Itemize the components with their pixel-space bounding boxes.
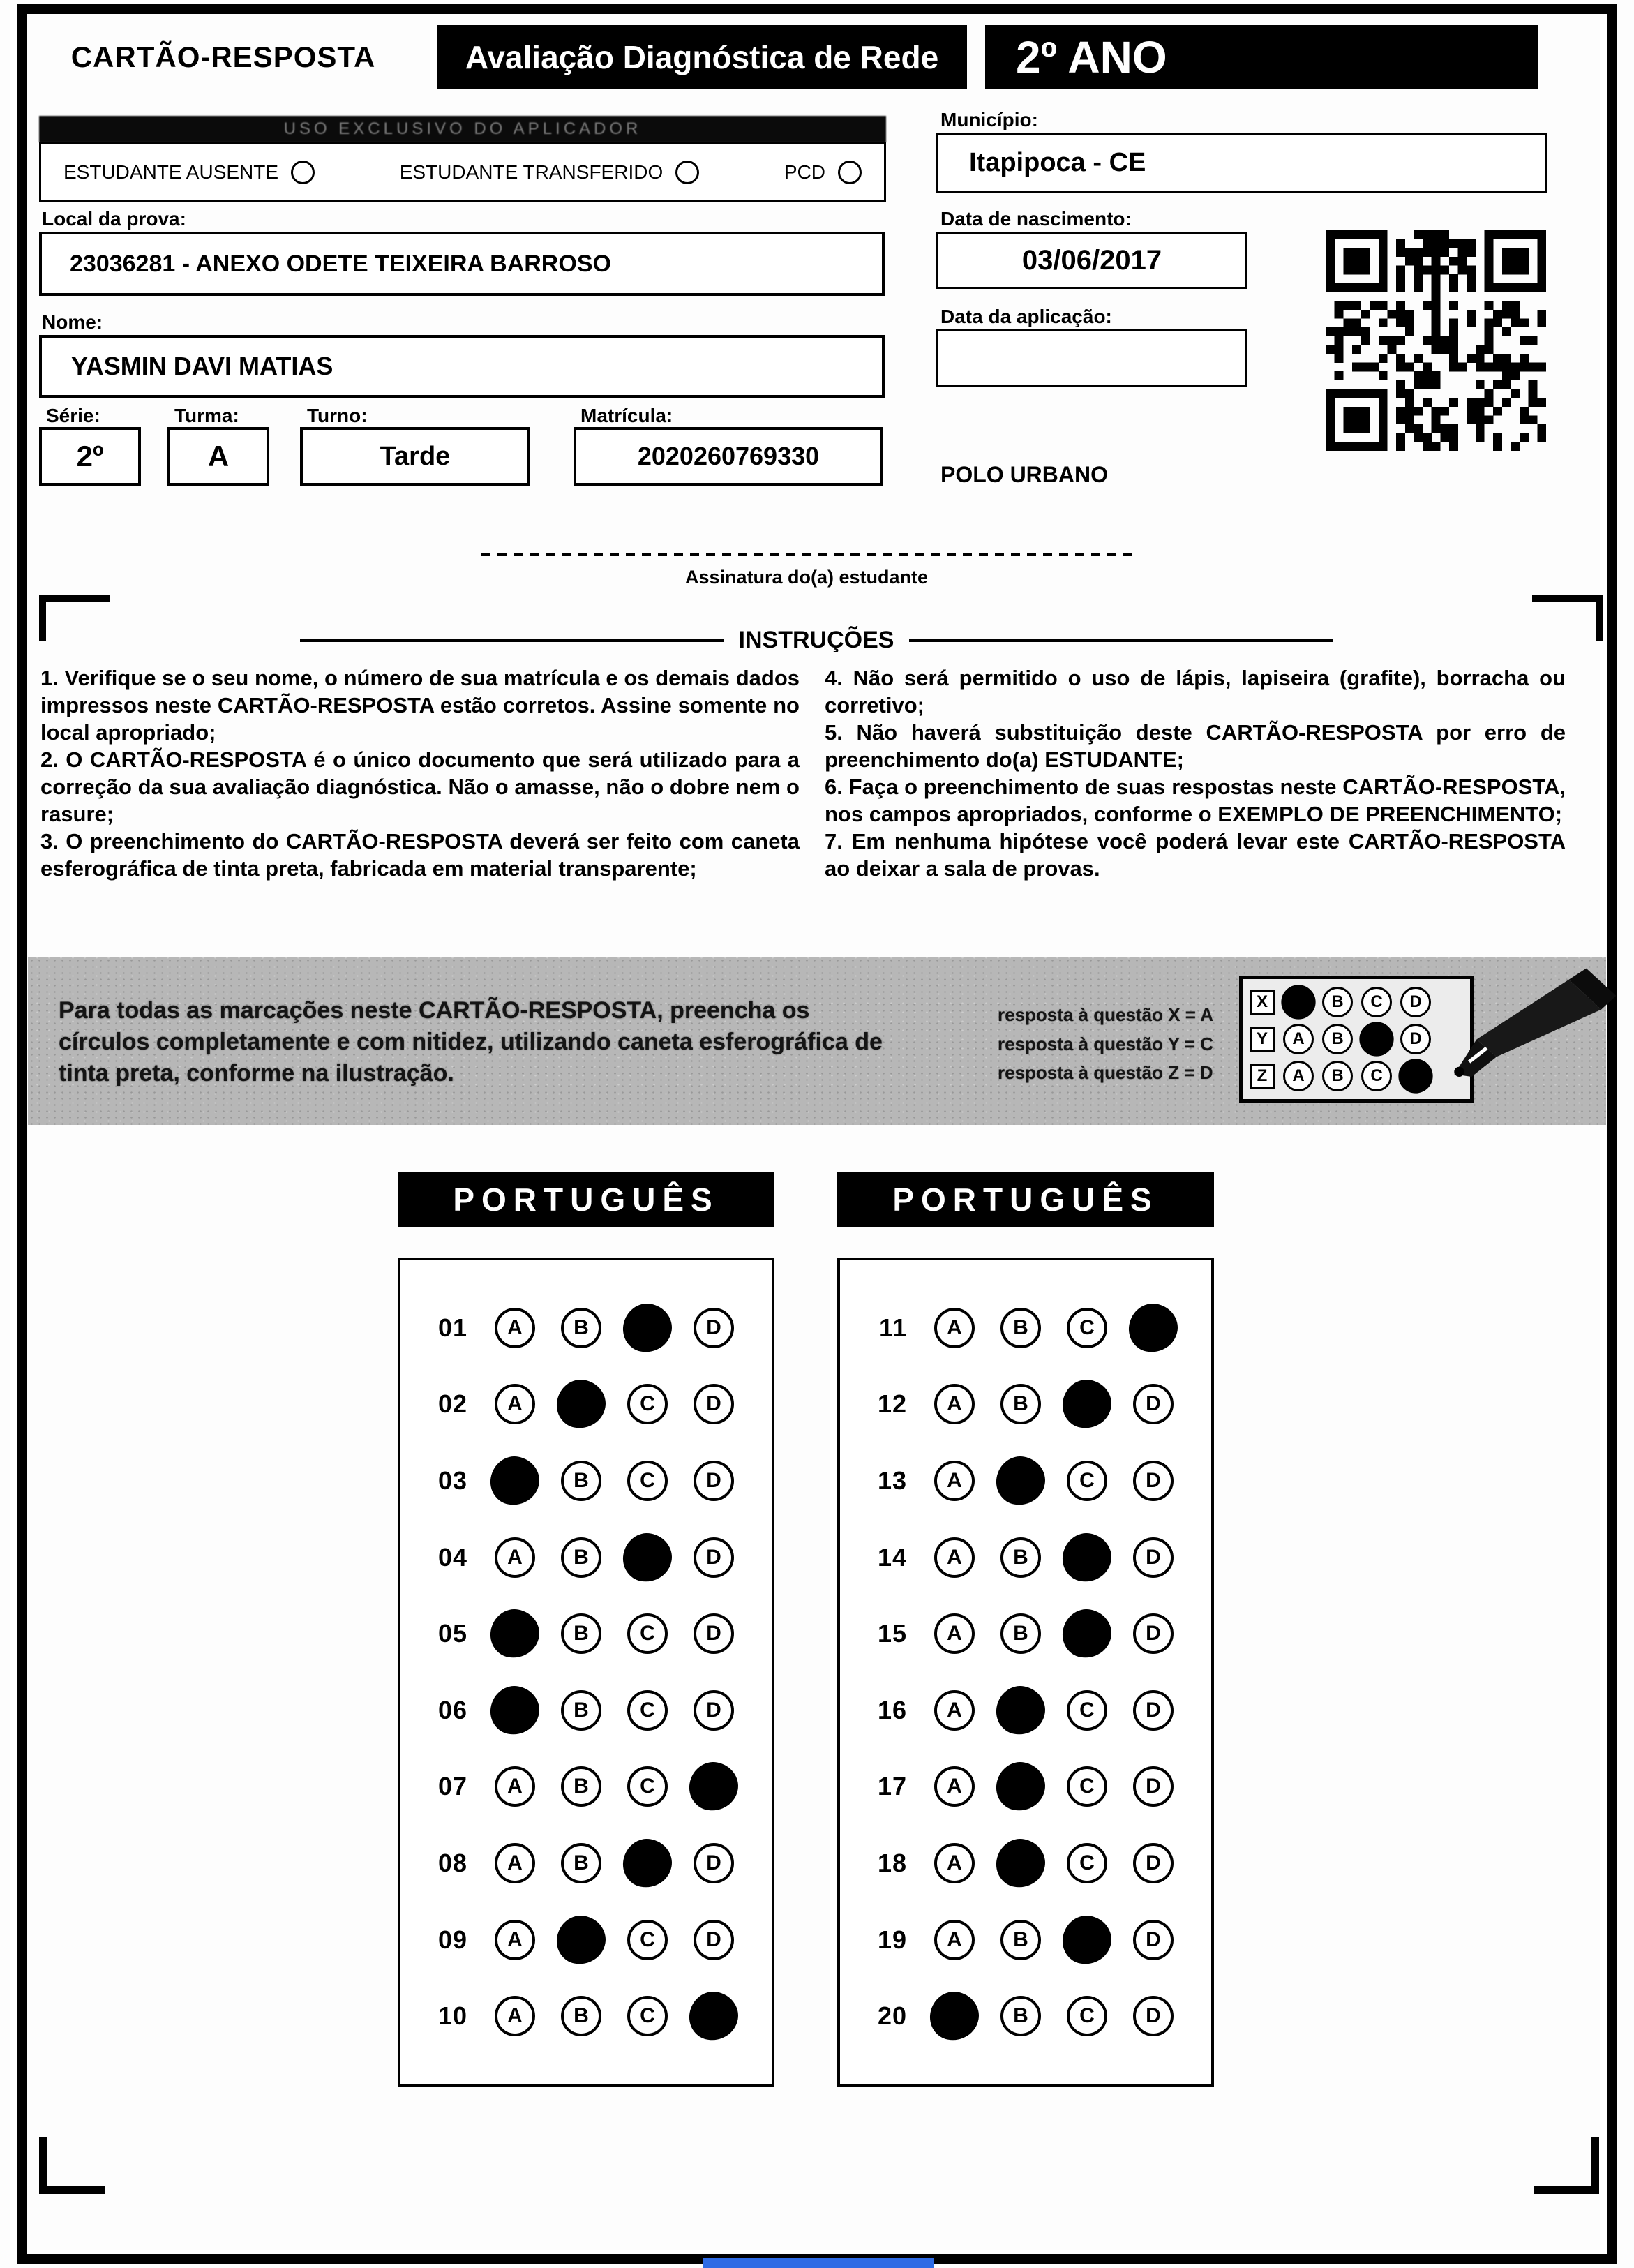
answer-bubble[interactable]: C — [627, 1996, 668, 2036]
instructions-header — [300, 627, 1333, 654]
example-bubble: A — [1283, 1061, 1314, 1091]
question-row — [864, 1384, 1206, 1424]
question-row — [864, 1537, 1206, 1578]
data-nascimento-label: Data de nascimento: — [940, 208, 1132, 230]
answer-bubble[interactable]: B — [561, 1690, 601, 1731]
corner-mark-bottom-right — [1534, 2137, 1599, 2194]
example-row-label: Y — [1250, 1027, 1275, 1052]
example-bubble: D — [1400, 987, 1431, 1017]
example-legend-line: resposta à questão Z = D — [998, 1062, 1213, 1084]
status-pcd — [784, 161, 862, 184]
data-aplicacao-value — [936, 329, 1247, 387]
pen-icon — [1444, 955, 1619, 1094]
instruction-item: 6. Faça o preenchimento de suas respostas neste CARTÃO-RESPOSTA, nos campos apropriados, conforme o EXEMPLO DE PREENCHIMENTO; — [825, 775, 1566, 827]
answer-bubble-marked[interactable] — [620, 1529, 676, 1586]
section-body — [398, 1258, 774, 2087]
question-number: 19 — [877, 1925, 907, 1954]
estudante-ausente-circle[interactable] — [291, 161, 315, 184]
answer-bubble[interactable]: B — [561, 1308, 601, 1348]
answer-bubble-marked[interactable] — [1125, 1299, 1182, 1356]
example-row — [1250, 1061, 1463, 1091]
answer-bubble[interactable]: D — [1133, 1920, 1174, 1960]
instruction-item: 1. Verifique se o seu nome, o número de sua matrícula e os demais dados impressos neste CARTÃO-RESPOSTA estão corretos. Assine somente no local apropriado; — [40, 666, 800, 745]
question-number: 01 — [437, 1313, 467, 1342]
answer-bubble[interactable]: A — [495, 1537, 535, 1578]
data-nascimento-value: 03/06/2017 — [936, 232, 1247, 289]
question-row — [864, 1996, 1206, 2036]
question-number: 08 — [437, 1849, 467, 1877]
question-number: 15 — [877, 1619, 907, 1648]
municipio-label: Município: — [940, 109, 1038, 130]
answer-bubble[interactable]: A — [934, 1920, 975, 1960]
answer-bubble[interactable]: D — [1133, 1384, 1174, 1424]
answer-bubble-marked[interactable] — [620, 1835, 676, 1892]
example-grid — [1239, 976, 1474, 1103]
answer-bubble[interactable]: B — [1000, 1384, 1041, 1424]
answer-bubble-marked[interactable] — [1059, 1376, 1116, 1433]
question-number: 02 — [437, 1389, 467, 1419]
instructions-rule-left — [300, 639, 724, 642]
answer-bubble[interactable]: B — [561, 1843, 601, 1883]
answer-bubble[interactable]: B — [561, 1537, 601, 1578]
local-da-prova-value: 23036281 - ANEXO ODETE TEIXEIRA BARROSO — [39, 232, 885, 296]
answer-bubble-marked[interactable] — [487, 1453, 544, 1509]
answer-bubble-marked[interactable] — [1059, 1529, 1116, 1586]
instruction-item: 4. Não será permitido o uso de lápis, lapiseira (grafite), borracha ou corretivo; — [825, 666, 1566, 718]
instructions-right — [825, 664, 1566, 882]
example-bubble-filled — [1359, 1022, 1393, 1056]
answer-bubble[interactable]: A — [934, 1613, 975, 1654]
answer-bubble[interactable]: C — [627, 1766, 668, 1807]
question-row — [864, 1766, 1206, 1807]
question-row — [424, 1843, 766, 1883]
section-title: PORTUGUÊS — [837, 1172, 1214, 1227]
status-label-pcd: PCD — [784, 161, 825, 183]
answer-bubble-marked[interactable] — [686, 1759, 742, 1815]
question-number: 11 — [878, 1313, 907, 1342]
instruction-item: 7. Em nenhuma hipótese você poderá levar este CARTÃO-RESPOSTA ao deixar a sala de provas. — [825, 829, 1566, 881]
question-number: 17 — [877, 1772, 907, 1801]
answer-bubble[interactable]: D — [1133, 1766, 1174, 1807]
question-number: 04 — [437, 1542, 467, 1572]
question-row — [424, 1384, 766, 1424]
turma-label: Turma: — [174, 405, 239, 426]
section-title: PORTUGUÊS — [398, 1172, 774, 1227]
answer-bubble[interactable]: B — [1000, 1920, 1041, 1960]
status-label-transferido: ESTUDANTE TRANSFERIDO — [399, 161, 664, 183]
answer-bubble[interactable]: D — [1133, 1996, 1174, 2036]
answer-bubble[interactable]: C — [627, 1384, 668, 1424]
turma-value: A — [167, 427, 269, 486]
answer-bubble-marked[interactable] — [993, 1453, 1049, 1509]
question-row — [424, 1690, 766, 1731]
answer-bubble[interactable]: D — [694, 1537, 734, 1578]
example-legend — [998, 1001, 1213, 1088]
answer-bubble[interactable]: A — [495, 1308, 535, 1348]
answer-bubble[interactable]: A — [934, 1461, 975, 1501]
signature-label: Assinatura do(a) estudante — [684, 567, 929, 588]
question-number: 10 — [437, 2001, 467, 2031]
turno-label: Turno: — [307, 405, 368, 426]
card-title: CARTÃO-RESPOSTA — [70, 40, 376, 73]
question-number: 05 — [437, 1619, 467, 1648]
answer-bubble[interactable]: C — [1067, 1308, 1107, 1348]
exam-title: Avaliação Diagnóstica de Rede — [437, 25, 967, 89]
question-row — [864, 1690, 1206, 1731]
answer-bubble-marked[interactable] — [993, 1835, 1049, 1892]
question-row — [424, 1766, 766, 1807]
section-body — [837, 1258, 1214, 2087]
local-da-prova-label: Local da prova: — [42, 208, 186, 230]
corner-mark-bottom-left — [39, 2137, 105, 2194]
answer-bubble-marked[interactable] — [686, 1988, 742, 2045]
applicator-bar: USO EXCLUSIVO DO APLICADOR — [39, 116, 886, 142]
instruction-item: 3. O preenchimento do CARTÃO-RESPOSTA deverá ser feito com caneta esferográfica de tinta preta, fabricada em material transparente; — [40, 829, 800, 881]
estudante-transferido-circle[interactable] — [675, 161, 699, 184]
answer-bubble[interactable]: D — [1133, 1461, 1174, 1501]
answer-bubble[interactable]: C — [1067, 1996, 1107, 2036]
fill-example-text: Para todas as marcações neste CARTÃO-RESPOSTA, preencha os círculos completamente e com nitidez, utilizando caneta esferográfica de tinta preta, conforme na ilustração. — [59, 997, 883, 1087]
answer-bubble[interactable]: B — [1000, 1308, 1041, 1348]
question-row — [424, 1537, 766, 1578]
answer-bubble[interactable]: D — [1133, 1690, 1174, 1731]
question-number: 06 — [437, 1695, 467, 1724]
answer-bubble[interactable]: B — [561, 1996, 601, 2036]
answer-bubble[interactable]: A — [934, 1690, 975, 1731]
answer-bubble-marked[interactable] — [553, 1911, 610, 1968]
example-row-label: X — [1250, 990, 1275, 1015]
pcd-circle[interactable] — [838, 161, 862, 184]
question-number: 12 — [877, 1389, 907, 1419]
answer-bubble-marked[interactable] — [1059, 1911, 1116, 1968]
question-row — [864, 1308, 1206, 1348]
answer-bubble-marked[interactable] — [993, 1682, 1049, 1738]
answer-bubble[interactable]: A — [934, 1843, 975, 1883]
answer-bubble[interactable]: D — [694, 1690, 734, 1731]
answer-bubble[interactable]: A — [934, 1384, 975, 1424]
turno-value: Tarde — [300, 427, 530, 486]
question-row — [864, 1461, 1206, 1501]
status-estudante-transferido — [400, 161, 700, 184]
answer-bubble[interactable]: A — [495, 1920, 535, 1960]
answer-bubble-marked[interactable] — [553, 1376, 610, 1433]
answer-bubble[interactable]: D — [694, 1384, 734, 1424]
answer-bubble-marked[interactable] — [993, 1759, 1049, 1815]
answer-bubble[interactable]: C — [627, 1613, 668, 1654]
question-number: 16 — [877, 1695, 907, 1724]
signature-line — [481, 553, 1132, 556]
answer-bubble[interactable]: B — [1000, 1537, 1041, 1578]
answer-bubble[interactable]: C — [627, 1690, 668, 1731]
nome-value: YASMIN DAVI MATIAS — [39, 335, 885, 398]
example-row — [1250, 987, 1463, 1017]
answer-bubble[interactable]: A — [934, 1766, 975, 1807]
question-row — [424, 1308, 766, 1348]
answer-bubble[interactable]: A — [495, 1384, 535, 1424]
question-number: 03 — [437, 1465, 467, 1495]
question-row — [424, 1920, 766, 1960]
answer-bubble[interactable]: A — [934, 1537, 975, 1578]
answer-bubble-marked[interactable] — [927, 1988, 983, 2045]
example-bubble: B — [1322, 1024, 1353, 1054]
polo-urbano-label: POLO URBANO — [940, 462, 1108, 487]
qr-code — [1326, 230, 1546, 451]
answer-bubble[interactable]: C — [1067, 1461, 1107, 1501]
example-bubble: D — [1400, 1024, 1431, 1054]
question-row — [864, 1613, 1206, 1654]
question-row — [864, 1843, 1206, 1883]
example-legend-line: resposta à questão Y = C — [998, 1033, 1214, 1054]
question-number: 13 — [877, 1465, 907, 1495]
instructions-title: INSTRUÇÕES — [738, 627, 894, 653]
answer-bubble[interactable]: B — [561, 1766, 601, 1807]
answer-bubble[interactable]: C — [627, 1920, 668, 1960]
question-number: 07 — [437, 1772, 467, 1801]
instructions-rule-right — [909, 639, 1333, 642]
answer-bubble-marked[interactable] — [487, 1606, 544, 1662]
example-legend-line: resposta à questão X = A — [998, 1004, 1213, 1025]
example-row-label: Z — [1250, 1064, 1275, 1089]
instruction-item: 2. O CARTÃO-RESPOSTA é o único documento que será utilizado para a correção da sua avaliação diagnóstica. Não o amasse, não o dobre nem o rasure; — [40, 747, 800, 827]
answer-bubble-marked[interactable] — [487, 1682, 544, 1738]
corner-bracket-top-right — [1532, 595, 1603, 641]
question-number: 18 — [877, 1849, 907, 1877]
question-row — [864, 1920, 1206, 1960]
answer-bubble[interactable]: D — [1133, 1843, 1174, 1883]
matricula-value: 2020260769330 — [574, 427, 883, 486]
answer-bubble[interactable]: C — [1067, 1690, 1107, 1731]
answer-bubble[interactable]: C — [1067, 1843, 1107, 1883]
nome-label: Nome: — [42, 311, 103, 333]
status-label-ausente: ESTUDANTE AUSENTE — [63, 161, 279, 183]
answer-bubble[interactable]: D — [694, 1843, 734, 1883]
example-bubble: A — [1283, 1024, 1314, 1054]
matricula-label: Matrícula: — [580, 405, 673, 426]
example-bubble-filled — [1398, 1059, 1432, 1093]
instructions-left — [40, 664, 800, 882]
corner-bracket-top-left — [39, 595, 110, 641]
question-row — [424, 1461, 766, 1501]
example-row — [1250, 1024, 1463, 1054]
example-bubble: B — [1322, 987, 1353, 1017]
status-estudante-ausente — [63, 161, 315, 184]
question-number: 09 — [437, 1925, 467, 1954]
instruction-item: 5. Não haverá substituição deste CARTÃO-RESPOSTA por erro de preenchimento do(a) ESTUDANTE; — [825, 720, 1566, 773]
answer-bubble[interactable]: D — [1133, 1537, 1174, 1578]
answer-bubble[interactable]: B — [1000, 1613, 1041, 1654]
answer-bubble-marked[interactable] — [1059, 1606, 1116, 1662]
example-bubble: B — [1322, 1061, 1353, 1091]
serie-label: Série: — [46, 405, 100, 426]
answer-bubble[interactable]: A — [934, 1308, 975, 1348]
answer-bubble[interactable]: D — [694, 1308, 734, 1348]
answer-bubble[interactable]: B — [561, 1461, 601, 1501]
data-aplicacao-label: Data da aplicação: — [940, 306, 1112, 327]
answer-bubble[interactable]: A — [495, 1843, 535, 1883]
answer-bubble[interactable]: C — [1067, 1766, 1107, 1807]
answer-bubble[interactable]: D — [694, 1613, 734, 1654]
question-number: 14 — [877, 1542, 907, 1572]
question-number: 20 — [877, 2001, 907, 2031]
answer-bubble[interactable]: A — [495, 1766, 535, 1807]
example-bubble: C — [1361, 1061, 1392, 1091]
example-bubble-filled — [1281, 985, 1315, 1019]
question-row — [424, 1613, 766, 1654]
answer-bubble[interactable]: D — [694, 1920, 734, 1960]
example-bubble: C — [1361, 987, 1392, 1017]
municipio-value: Itapipoca - CE — [936, 133, 1547, 193]
question-row — [424, 1996, 766, 2036]
answer-bubble[interactable]: C — [627, 1461, 668, 1501]
grade-badge: 2º ANO — [985, 25, 1538, 89]
answer-bubble-marked[interactable] — [620, 1299, 676, 1356]
fill-example-banner — [28, 957, 1606, 1125]
answer-bubble[interactable]: B — [561, 1613, 601, 1654]
answer-bubble[interactable]: D — [1133, 1613, 1174, 1654]
footer-blue-strip — [703, 2258, 934, 2268]
serie-value: 2º — [39, 427, 141, 486]
answer-bubble[interactable]: B — [1000, 1996, 1041, 2036]
answer-bubble[interactable]: D — [694, 1461, 734, 1501]
student-status-box — [39, 142, 886, 202]
answer-bubble[interactable]: A — [495, 1996, 535, 2036]
